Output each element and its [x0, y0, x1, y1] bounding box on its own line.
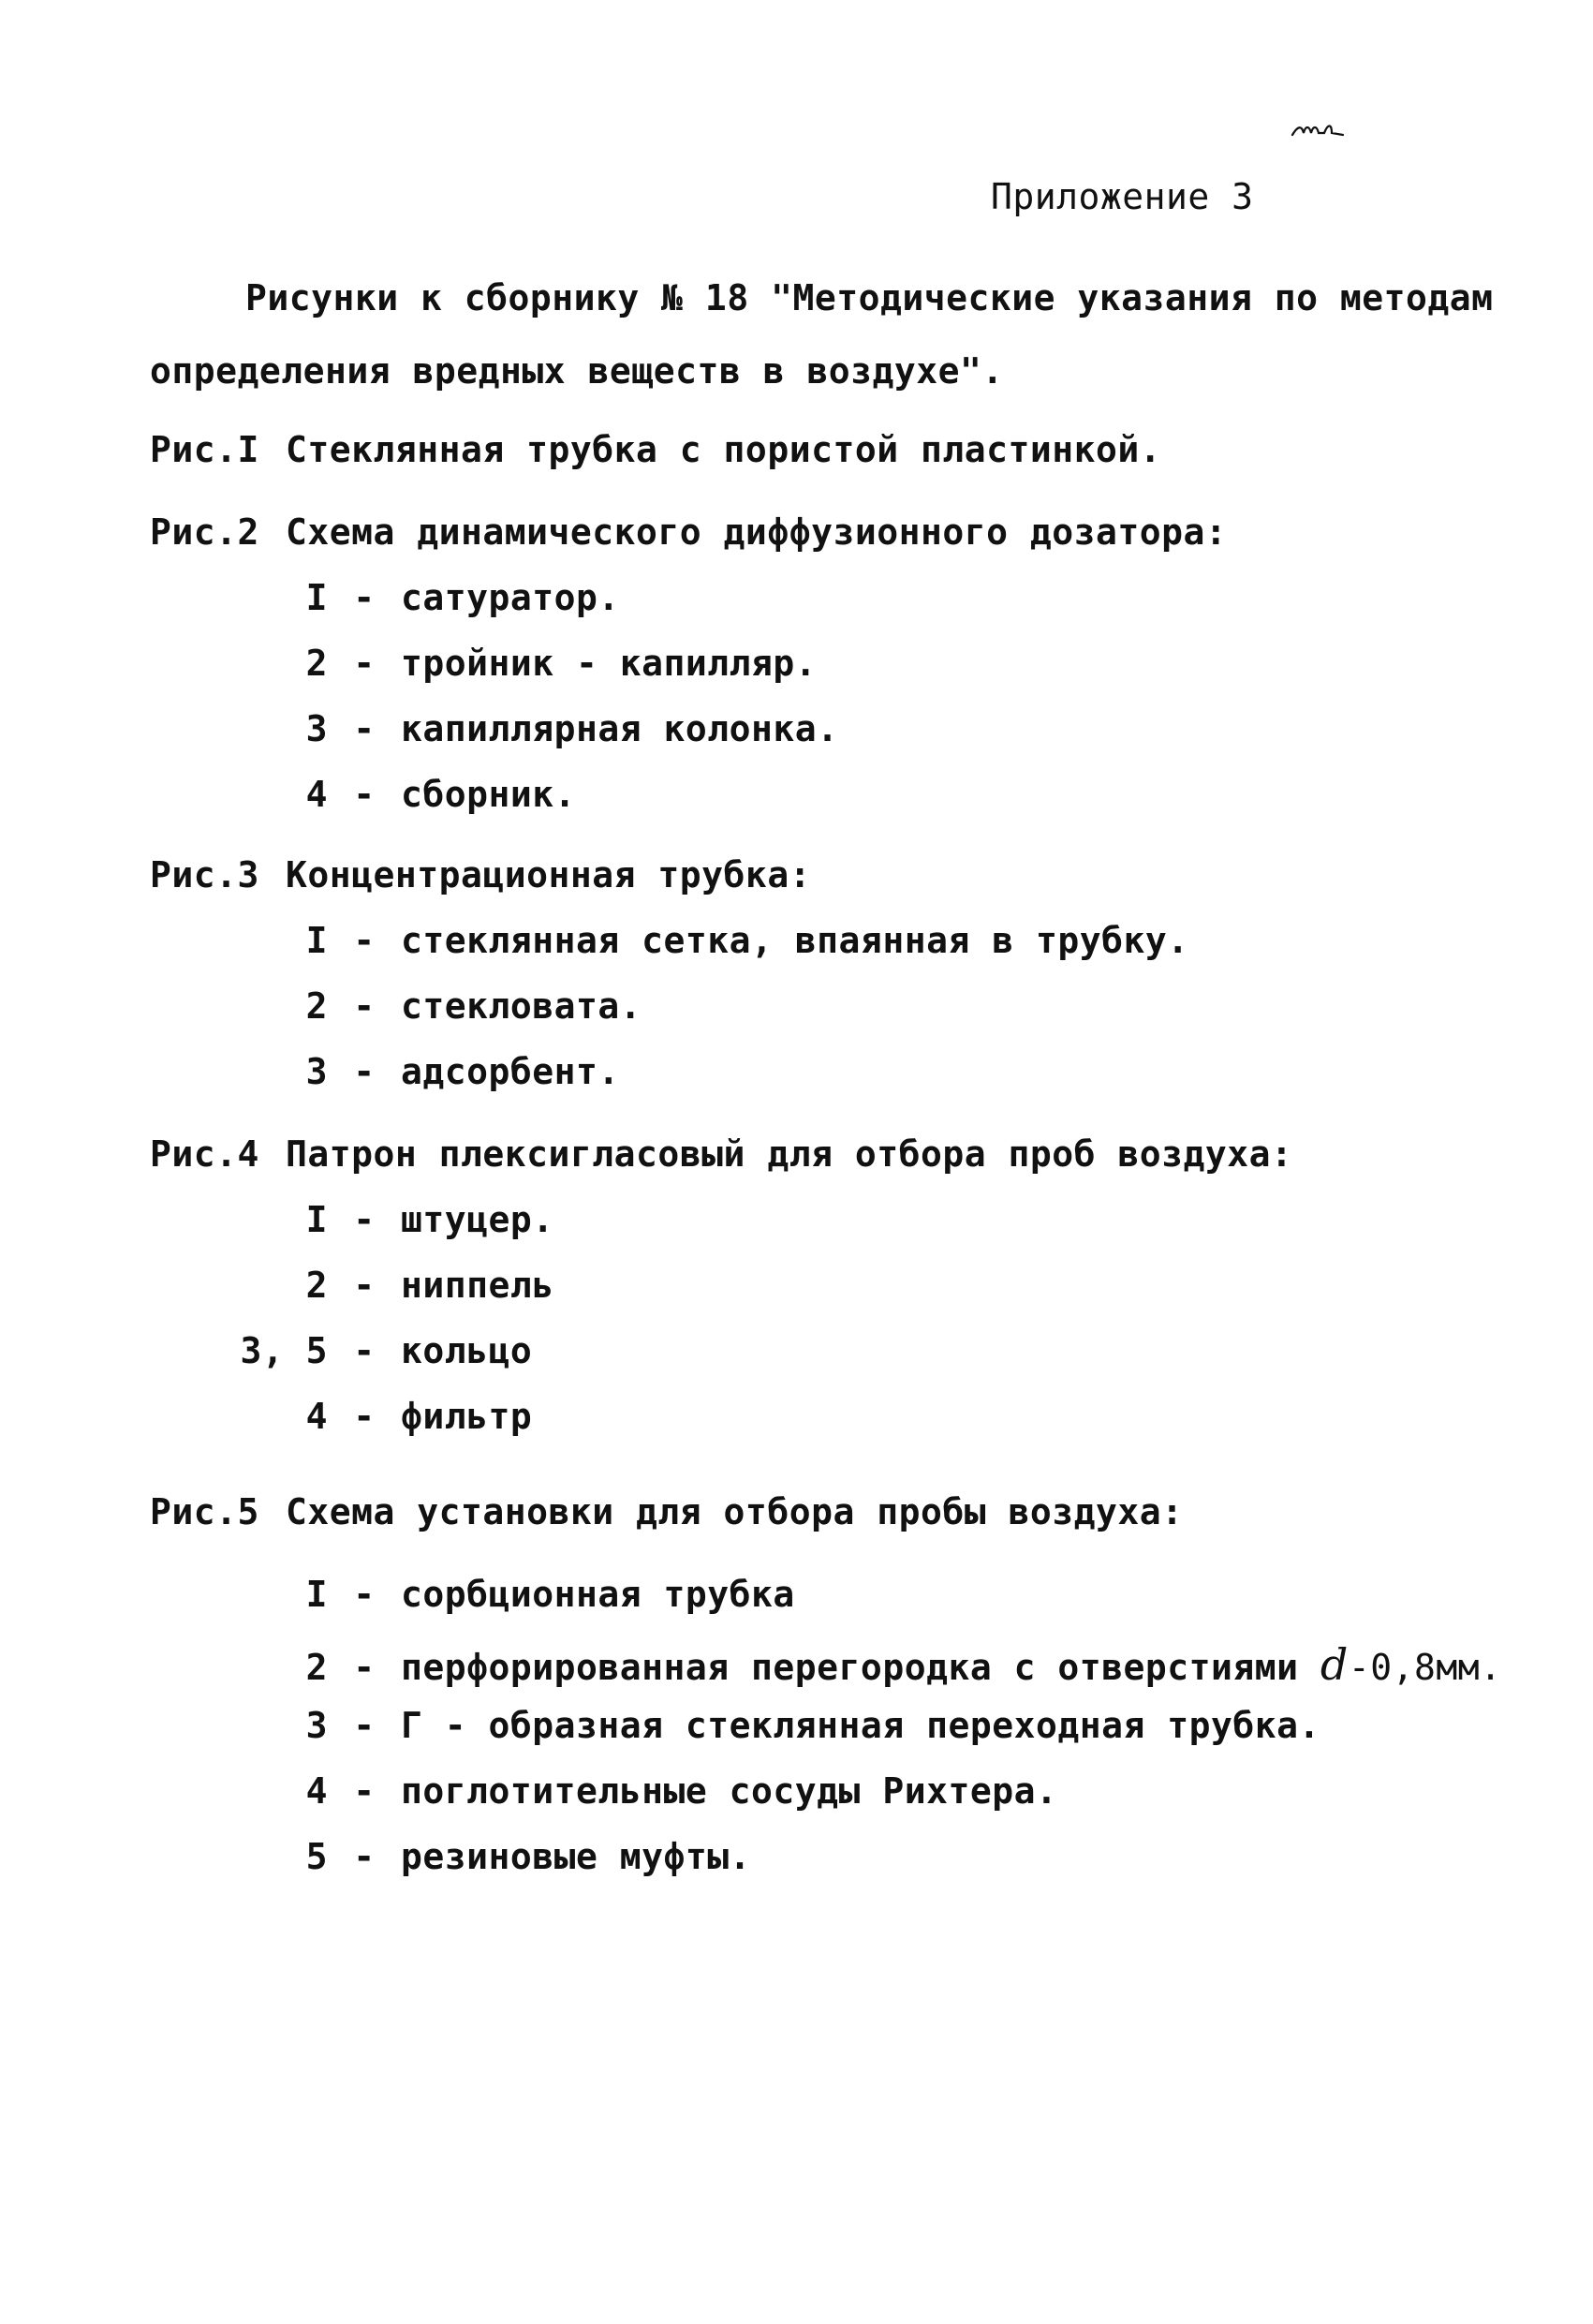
item-number: 4: [305, 1396, 328, 1437]
item-number: 3: [305, 708, 328, 749]
item-dash: -: [353, 577, 376, 618]
intro-line-1: Рисунки к сборнику № 18 "Методические указания по методам: [245, 277, 1494, 318]
list-item: [225, 1770, 1057, 1812]
item-dash: -: [353, 920, 376, 961]
list-item: [225, 1051, 620, 1092]
figure-caption-text: Патрон плексигласовый для отбора проб воздуха:: [286, 1133, 1293, 1175]
item-text: стеклянная сетка, впаянная в трубку.: [401, 920, 1189, 961]
item-dash: -: [353, 985, 376, 1027]
list-item: [225, 1265, 554, 1306]
item-number: 3, 5: [240, 1330, 328, 1371]
item-text: капиллярная колонка.: [401, 708, 839, 749]
item-dash: -: [353, 1836, 376, 1877]
item-number: I: [305, 1574, 328, 1615]
item-number: I: [305, 577, 328, 618]
item-dash: -: [353, 708, 376, 749]
list-item: [225, 1199, 554, 1240]
item-dash: -: [353, 1396, 376, 1437]
figure-label: Рис.3: [150, 854, 259, 896]
item-text: фильтр: [401, 1396, 533, 1437]
item-text: сборник.: [401, 774, 577, 815]
item-dash: -: [353, 1574, 376, 1615]
item-dash: -: [353, 643, 376, 684]
item-number: 3: [305, 1051, 328, 1092]
list-item: [225, 1396, 532, 1437]
item-number: I: [305, 920, 328, 961]
intro-line-2: определения вредных веществ в воздухе".: [150, 350, 1004, 392]
list-item: [225, 1639, 1502, 1690]
item-number: 2: [305, 1647, 328, 1688]
list-item: [225, 1330, 532, 1371]
list-item: [225, 920, 1189, 961]
item-dash: -: [353, 1705, 376, 1746]
item-dash: -: [353, 1051, 376, 1092]
figure-caption-text: Схема установки для отбора пробы воздуха:: [286, 1491, 1184, 1532]
list-item: [225, 1574, 795, 1615]
figure-5-caption: [150, 1491, 1184, 1532]
figure-2-caption: [150, 511, 1227, 553]
item-number: 4: [305, 1770, 328, 1812]
list-item: [225, 708, 839, 749]
item-text: перфорированная перегородка с отверстиями: [401, 1647, 1299, 1688]
item-text: сатуратор.: [401, 577, 620, 618]
item-dash: -: [353, 1265, 376, 1306]
item-text: сорбционная трубка: [401, 1574, 795, 1615]
item-dash: -: [353, 1770, 376, 1812]
handwritten-page-mark: [1291, 120, 1347, 141]
item-text: ниппель: [401, 1265, 554, 1306]
item-text: Г - образная стеклянная переходная трубка.: [401, 1705, 1320, 1746]
list-item: [225, 577, 620, 618]
item-text: тройник - капилляр.: [401, 643, 818, 684]
item-number: 3: [305, 1705, 328, 1746]
figure-label: Рис.5: [150, 1491, 259, 1532]
item-dash: -: [353, 1647, 376, 1688]
diameter-value: -0,8мм.: [1348, 1647, 1502, 1688]
figure-label: Рис.2: [150, 511, 259, 553]
item-text: штуцер.: [401, 1199, 554, 1240]
diameter-symbol: d: [1320, 1639, 1349, 1690]
item-text: стекловата.: [401, 985, 642, 1027]
appendix-title: Приложение 3: [991, 176, 1254, 217]
item-number: 5: [305, 1836, 328, 1877]
figure-1-caption: [150, 429, 1161, 470]
item-dash: -: [353, 1199, 376, 1240]
list-item: [225, 774, 576, 815]
figure-caption-text: Стеклянная трубка с пористой пластинкой.: [286, 429, 1162, 470]
item-number: 4: [305, 774, 328, 815]
item-number: 2: [305, 1265, 328, 1306]
item-dash: -: [353, 774, 376, 815]
figure-3-caption: [150, 854, 811, 896]
item-text: кольцо: [401, 1330, 533, 1371]
figure-caption-text: Концентрационная трубка:: [286, 854, 812, 896]
figure-label: Рис.4: [150, 1133, 259, 1175]
item-dash: -: [353, 1330, 376, 1371]
list-item: [225, 1836, 751, 1877]
item-number: 2: [305, 985, 328, 1027]
item-text: резиновые муфты.: [401, 1836, 752, 1877]
item-number: 2: [305, 643, 328, 684]
figure-4-caption: [150, 1133, 1292, 1175]
item-text: поглотительные сосуды Рихтера.: [401, 1770, 1058, 1812]
list-item: [225, 985, 642, 1027]
list-item: [225, 1705, 1320, 1746]
list-item: [225, 643, 817, 684]
figure-label: Рис.I: [150, 429, 259, 470]
item-text: адсорбент.: [401, 1051, 620, 1092]
item-number: I: [305, 1199, 328, 1240]
figure-caption-text: Схема динамического диффузионного дозатора:: [286, 511, 1228, 553]
